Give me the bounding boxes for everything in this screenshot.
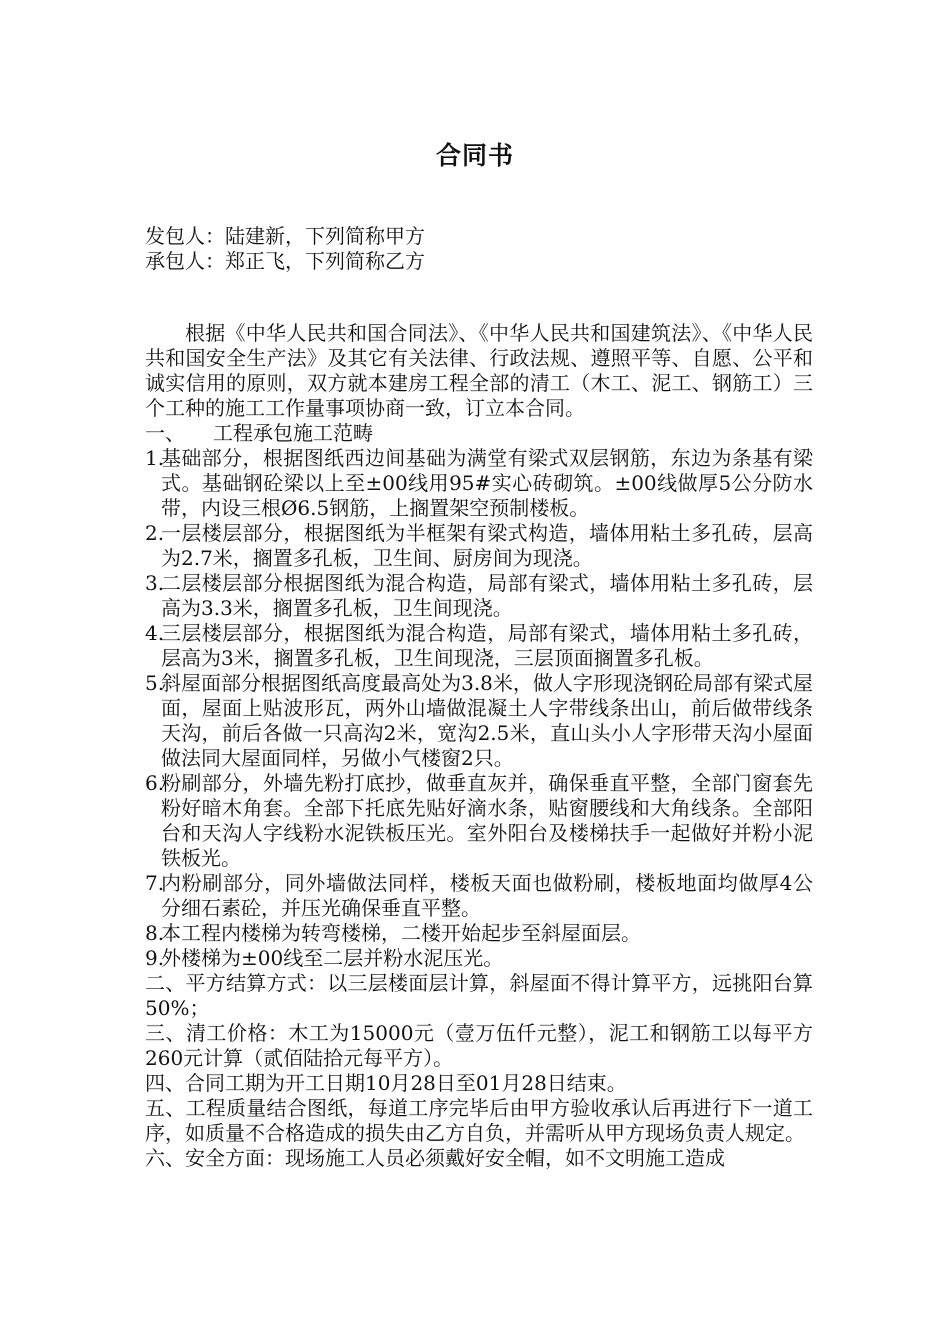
item-number: 1. [145, 446, 165, 470]
clause-safety: 六、安全方面：现场施工人员必须戴好安全帽，如不文明施工造成 [145, 1146, 725, 1170]
section-1-heading [145, 421, 813, 446]
list-item [145, 521, 813, 571]
item-number: 3. [145, 571, 165, 595]
item-number: 5. [145, 671, 165, 695]
item-text: 本工程内楼梯为转弯楼梯，二楼开始起步至斜屋面层。 [161, 921, 641, 945]
section-1-title: 工程承包施工范畴 [213, 421, 373, 445]
item-text: 斜屋面部分根据图纸高度最高处为3.8米，做人字形现浇钢砼局部有梁式屋面，屋面上贴波形瓦，两外山墙做混凝土人字带线条出山，前后做带线条天沟，前后各做一只高沟2米，宽沟2.5米，直山头小人字形带天沟小屋面做法同大屋面同样，另做小气楼窗2只。 [161, 671, 813, 770]
clause-quality: 五、工程质量结合图纸，每道工序完毕后由甲方验收承认后再进行下一道工序，如质量不合格造成的损失由乙方自负，并需听从甲方现场负责人规定。 [145, 1096, 813, 1145]
item-text: 内粉刷部分，同外墙做法同样，楼板天面也做粉刷，楼板地面均做厚4公分细石素砼，并压光确保垂直平整。 [161, 871, 813, 920]
list-item [145, 871, 813, 921]
clause-price: 三、清工价格：木工为15000元（壹万伍仟元整），泥工和钢筋工以每平方260元计算（贰佰陆拾元每平方）。 [145, 1021, 813, 1070]
list-item [145, 571, 813, 621]
list-item [145, 946, 813, 971]
item-number: 7. [145, 871, 165, 895]
item-number: 6. [145, 771, 165, 795]
item-number: 4. [145, 621, 165, 645]
section-1-number: 一、 [145, 421, 185, 445]
item-text: 基础部分，根据图纸西边间基础为满堂有梁式双层钢筋，东边为条基有梁式。基础钢砼梁以上至±00线用95#实心砖砌筑。±00线做厚5公分防水带，内设三根Ø6.5钢筋，上搁置架空预制楼板。 [161, 446, 813, 520]
list-item [145, 771, 813, 871]
document-body [145, 224, 813, 1171]
spacer [145, 274, 813, 321]
item-text: 二层楼层部分根据图纸为混合构造，局部有梁式，墙体用粘土多孔砖，层高为3.3米，搁置多孔板，卫生间现浇。 [161, 571, 813, 620]
document-title: 合同书 [435, 141, 514, 170]
contractor-line: 承包人：郑正飞，下列简称乙方 [145, 249, 425, 273]
clause-schedule: 四、合同工期为开工日期10月28日至01月28日结束。 [145, 1071, 627, 1095]
item-number: 8. [145, 921, 165, 945]
intro-paragraph: 根据《中华人民共和国合同法》、《中华人民共和国建筑法》、《中华人民共和国安全生产法》及其它有关法律、行政法规、遵照平等、自愿、公平和诚实信用的原则，双方就本建房工程全部的清工（木工、泥工、钢筋工）三个工种的施工工作量事项协商一致，订立本合同。 [145, 321, 813, 420]
item-text: 一层楼层部分，根据图纸为半框架有梁式构造，墙体用粘土多孔砖，层高为2.7米，搁置多孔板，卫生间、厨房间为现浇。 [161, 521, 813, 570]
list-item [145, 921, 813, 946]
item-text: 外楼梯为±00线至二层并粉水泥压光。 [161, 946, 504, 970]
list-item [145, 671, 813, 771]
item-number: 2. [145, 521, 165, 545]
item-text: 三层楼层部分，根据图纸为混合构造，局部有梁式，墙体用粘土多孔砖，层高为3米，搁置多孔板，卫生间现浇，三层顶面搁置多孔板。 [161, 621, 813, 670]
list-item [145, 621, 813, 671]
scope-item-list [145, 446, 813, 971]
list-item [145, 446, 813, 521]
clause-settlement: 二、平方结算方式：以三层楼面层计算，斜屋面不得计算平方，远挑阳台算50%； [145, 971, 813, 1020]
item-text: 粉刷部分，外墙先粉打底抄，做垂直灰并，确保垂直平整，全部门窗套先粉好暗木角套。全部下托底先贴好滴水条，贴窗腰线和大角线条。全部阳台和天沟人字线粉水泥铁板压光。室外阳台及楼梯扶手一起做好并粉小泥铁板光。 [161, 771, 813, 870]
item-number: 9. [145, 946, 165, 970]
employer-line: 发包人：陆建新，下列简称甲方 [145, 224, 425, 248]
